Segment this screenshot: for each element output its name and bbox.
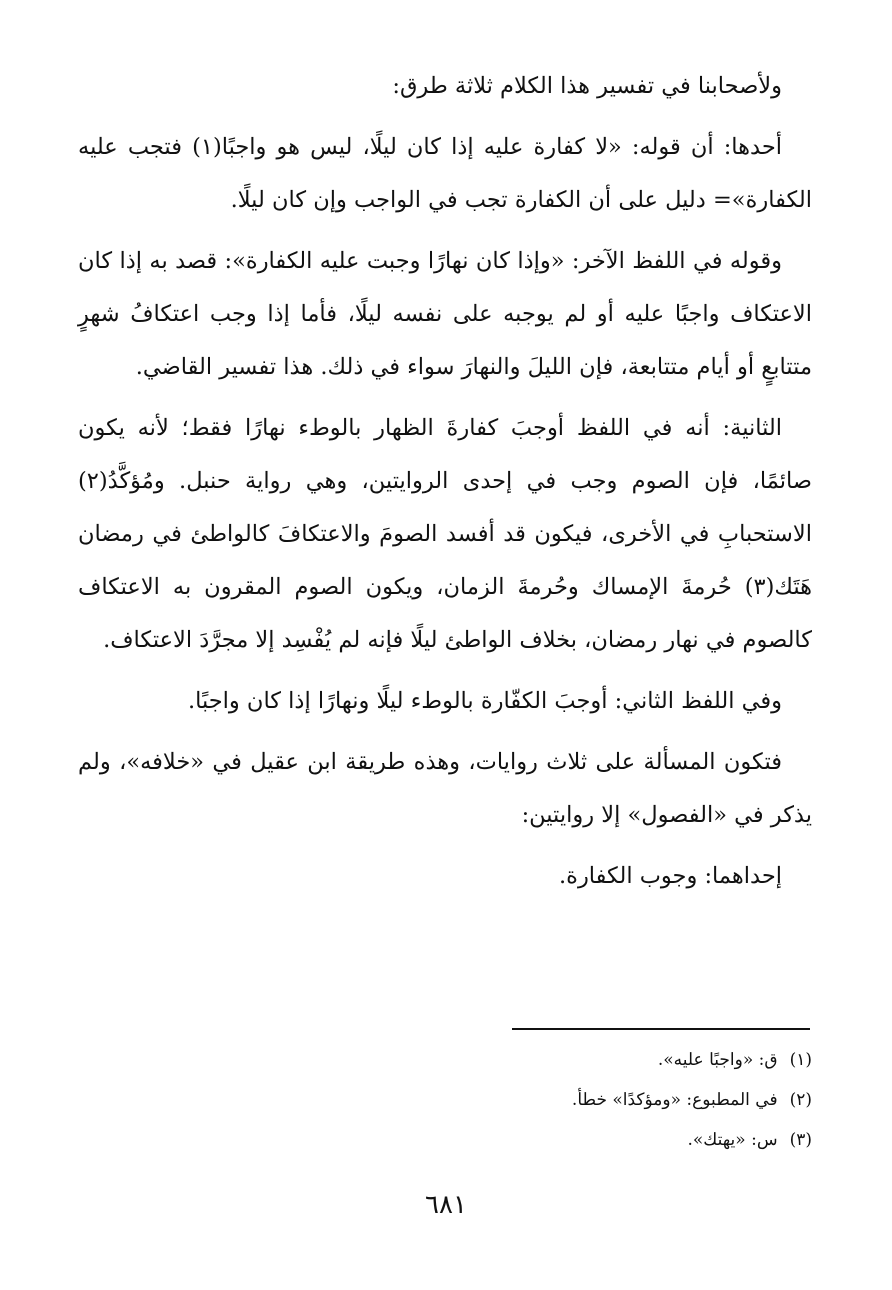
footnote-number: (١): [789, 1050, 812, 1070]
footnote-text: س: «يهتك».: [687, 1130, 778, 1150]
footnote-item: [78, 1040, 812, 1080]
footnote-text: ق: «واجبًا عليه».: [657, 1050, 778, 1070]
paragraph-intro: ولأصحابنا في تفسير هذا الكلام ثلاثة طرق:: [392, 73, 782, 99]
paragraph-three-narrations: فتكون المسألة على ثلاث روايات، وهذه طريقة ابن عقيل في «خلافه»، ولم يذكر في «الفصول» إلا روايتين:: [78, 749, 812, 828]
main-text: [78, 60, 812, 911]
paragraph-second-method: الثانية: أنه في اللفظ أوجبَ كفارةَ الظهار بالوطء نهارًا فقط؛ لأنه يكون صائمًا، فإن الصوم وجب في إحدى الروايتين، وهي رواية حنبل. ومُؤكَّدُ(٢) الاستحبابِ في الأخرى، فيكون قد أفسد الصومَ والاعتكافَ كالواطئ في رمضان هَتَك(٣) حُرمةَ الإمساك وحُرمةَ الزمان، ويكون الصوم المقرون به الاعتكاف كالصوم في نهار رمضان، بخلاف الواطئ ليلًا فإنه لم يُفْسِد إلا مجرَّدَ الاعتكاف.: [78, 415, 812, 653]
footnote-divider: [512, 1028, 810, 1030]
page-number: ٦٨١: [425, 1190, 467, 1220]
paragraph-other-wording: وقوله في اللفظ الآخر: «وإذا كان نهارًا وجبت عليه الكفارة»: قصد به إذا كان الاعتكاف واجبًا عليه أو لم يوجبه على نفسه ليلًا، فأما إذا وجب اعتكافُ شهرٍ متتابعٍ أو أيام متتابعة، فإن الليلَ والنهارَ سواء في ذلك. هذا تفسير القاضي.: [78, 248, 812, 380]
footnotes: [78, 1040, 812, 1160]
paragraph-first-method: أحدها: أن قوله: «لا كفارة عليه إذا كان ليلًا، ليس هو واجبًا(١) فتجب عليه الكفارة»= دليل على أن الكفارة تجب في الواجب وإن كان ليلًا.: [78, 134, 812, 213]
footnote-item: [78, 1080, 812, 1120]
paragraph-second-wording: وفي اللفظ الثاني: أوجبَ الكفّارة بالوطء ليلًا ونهارًا إذا كان واجبًا.: [187, 688, 782, 714]
footnote-item: [78, 1120, 812, 1160]
footnote-number: (٣): [789, 1130, 812, 1150]
footnote-text: في المطبوع: «ومؤكدًا» خطأ.: [571, 1090, 778, 1110]
footnote-number: (٢): [789, 1090, 812, 1110]
paragraph-first-narration: إحداهما: وجوب الكفارة.: [559, 863, 782, 889]
